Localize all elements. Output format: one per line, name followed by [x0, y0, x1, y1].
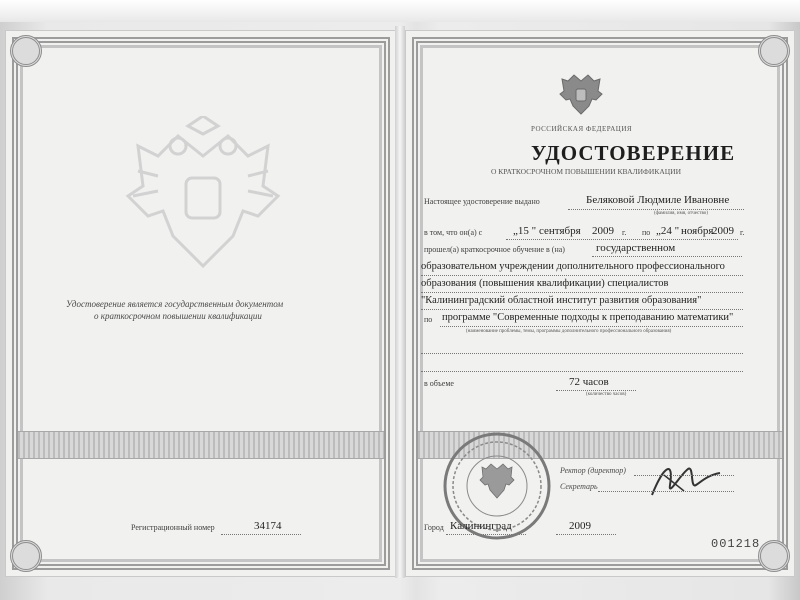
rector-signature-icon	[644, 455, 724, 503]
hours-rule	[556, 390, 636, 391]
year-from: 2009	[592, 225, 614, 237]
rector-label: Ректор (директор)	[560, 466, 626, 475]
program-hint: (наименование проблемы, темы, программы дополнительного профессионального образования)	[466, 329, 672, 334]
city-rule	[446, 534, 526, 535]
month-to: ноября	[681, 225, 714, 237]
city-label: Город	[424, 523, 444, 532]
year-suffix-from: г.	[622, 228, 627, 237]
corner-ornament-icon	[10, 35, 42, 67]
year-value: 2009	[569, 520, 591, 532]
reg-number-line	[221, 534, 301, 535]
program-rule	[440, 326, 743, 327]
secretary-rule	[598, 491, 734, 492]
year-rule	[556, 534, 616, 535]
left-page	[5, 30, 397, 577]
center-fold	[395, 26, 405, 578]
institution-line4: "Калининградский областной институт развития образования"	[421, 295, 702, 306]
recipient-line	[568, 209, 744, 210]
year-suffix-to: г.	[740, 228, 745, 237]
institution-line3: образования (повышения квалификации) специалистов	[421, 278, 669, 289]
month-from: сентября	[539, 225, 581, 237]
institution-line3-rule	[421, 292, 743, 293]
institution-line1-rule	[592, 256, 742, 257]
year-to: 2009	[712, 225, 734, 237]
dates-line	[506, 239, 738, 240]
document-subtitle: О КРАТКОСРОЧНОМ ПОВЫШЕНИИ КВАЛИФИКАЦИИ	[491, 167, 682, 176]
by-label: по	[642, 228, 651, 237]
institution-line1: государственном	[596, 242, 676, 254]
corner-ornament-icon	[10, 540, 42, 572]
reg-number-value: 34174	[254, 520, 282, 532]
recipient-name: Беляковой Людмиле Ивановне	[586, 194, 730, 206]
institution-line2-rule	[421, 275, 743, 276]
corner-ornament-icon	[758, 540, 790, 572]
scan-top-edge	[0, 0, 800, 22]
coat-of-arms-watermark-icon	[118, 116, 288, 286]
city-value: Калининград	[450, 520, 512, 532]
right-page	[405, 30, 795, 577]
secretary-label: Секретарь	[560, 482, 598, 491]
left-note-line1: Удостоверение является государственным документом	[66, 299, 284, 309]
volume-label: в объеме	[424, 379, 454, 388]
serial-number: 001218	[711, 537, 761, 551]
left-ornament-band	[18, 431, 384, 459]
coat-of-arms-icon	[558, 71, 604, 117]
hours-hint: (количество часов)	[586, 392, 627, 397]
program-name: программе "Современные подходы к преподаванию математики"	[442, 312, 734, 323]
institution-line2: образовательном учреждении дополнительного профессионального	[421, 261, 725, 272]
blank-rule-1	[421, 353, 743, 354]
period-prefix: в том, что он(а) с	[424, 228, 483, 237]
left-note-line2: о краткосрочном повышении квалификации	[94, 311, 262, 321]
reg-number-label: Регистрационный номер	[131, 523, 215, 532]
corner-ornament-icon	[758, 35, 790, 67]
blank-rule-2	[421, 371, 743, 372]
recipient-hint: (фамилия, имя, отчество)	[654, 211, 708, 216]
document-title: УДОСТОВЕРЕНИЕ	[531, 141, 736, 165]
day-to: „24 "	[656, 225, 680, 237]
institution-line4-rule	[421, 309, 743, 310]
trained-prefix: прошел(а) краткосрочное обучение в (на)	[424, 245, 565, 254]
hours-value: 72 часов	[569, 376, 609, 388]
country-label: РОССИЙСКАЯ ФЕДЕРАЦИЯ	[531, 125, 633, 133]
issued-to-label: Настоящее удостоверение выдано	[424, 197, 540, 206]
program-prefix: по	[424, 315, 433, 324]
rector-rule	[634, 475, 734, 476]
day-from: „15 "	[513, 225, 537, 237]
